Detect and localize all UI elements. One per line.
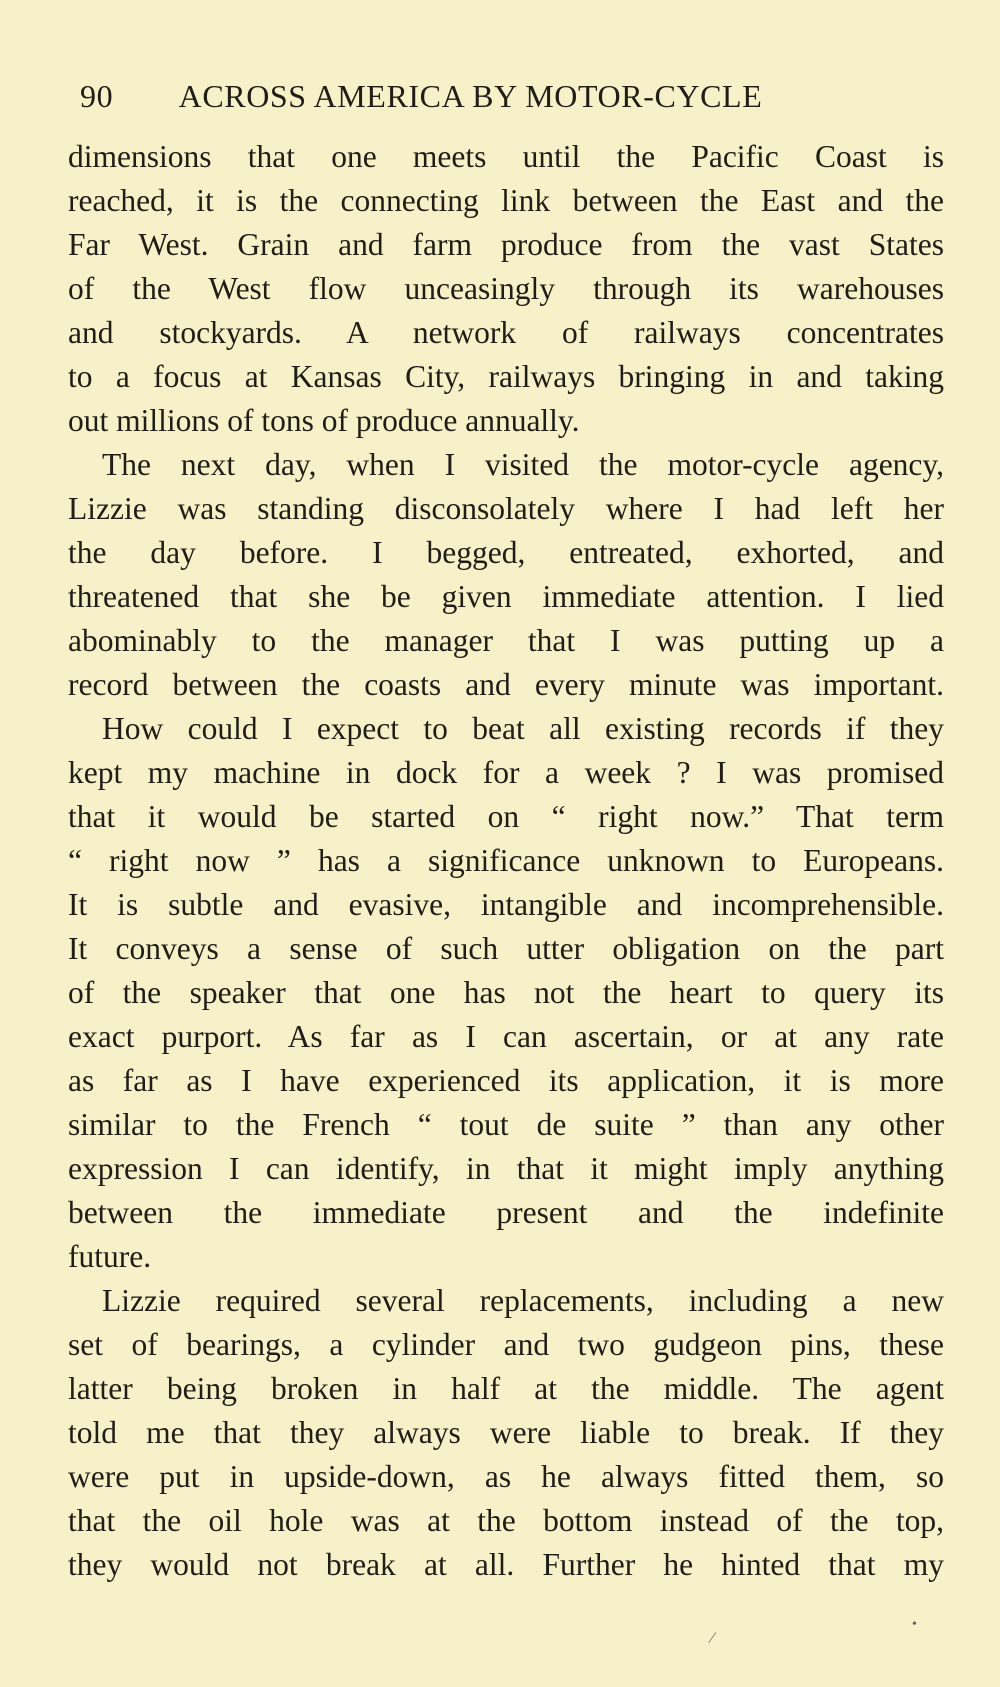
text-line: “ right now ” has a significance unknown to Europeans. <box>68 843 944 878</box>
text-line: they would not break at all. Further he hinted that my <box>68 1547 944 1582</box>
text-line: similar to the French “ tout de suite ” than any other <box>68 1107 944 1142</box>
text-line: reached, it is the connecting link between the East and the <box>68 183 944 218</box>
paragraph-1 <box>68 135 944 443</box>
text-line: Far West. Grain and farm produce from the vast States <box>68 227 944 262</box>
text-line: Lizzie required several replacements, including a new <box>102 1283 944 1318</box>
text-line: that it would be started on “ right now.” That term <box>68 799 944 834</box>
text-line: The next day, when I visited the motor-cycle agency, <box>102 447 944 482</box>
book-title: ACROSS AMERICA BY MOTOR-CYCLE <box>178 78 763 114</box>
text-line: between the immediate present and the indefinite <box>68 1195 944 1230</box>
text-line: latter being broken in half at the middle. The agent <box>68 1371 944 1406</box>
text-line: of the West flow unceasingly through its warehouses <box>68 271 944 306</box>
body-text <box>68 135 944 1587</box>
text-line: as far as I have experienced its application, it is more <box>68 1063 944 1098</box>
paragraph-2 <box>68 443 944 1279</box>
text-line: to a focus at Kansas City, railways bringing in and taking <box>68 359 944 394</box>
text-line: out millions of tons of produce annually. <box>68 403 580 438</box>
text-line: future. <box>68 1239 152 1274</box>
text-line: abominably to the manager that I was putting up a <box>68 623 944 658</box>
text-line: expression I can identify, in that it might imply anything <box>68 1151 944 1186</box>
text-line: Lizzie was standing disconsolately where I had left her <box>68 491 944 526</box>
print-speck: | <box>706 1630 718 1645</box>
text-line: kept my machine in dock for a week ? I was promised <box>68 755 944 790</box>
text-line: and stockyards. A network of railways concentrates <box>68 315 944 350</box>
paragraph-3 <box>68 1279 944 1587</box>
text-line: were put in upside-down, as he always fitted them, so <box>68 1459 944 1494</box>
text-line: It is subtle and evasive, intangible and incomprehensible. <box>68 887 944 922</box>
print-speck: • <box>912 1617 917 1632</box>
text-line: dimensions that one meets until the Pacific Coast is <box>68 139 944 174</box>
page-number: 90 <box>80 78 114 114</box>
text-line: the day before. I begged, entreated, exhorted, and <box>68 535 944 570</box>
text-line: that the oil hole was at the bottom instead of the top, <box>68 1503 944 1538</box>
text-line: of the speaker that one has not the heart to query its <box>68 975 944 1010</box>
text-line: exact purport. As far as I can ascertain, or at any rate <box>68 1019 944 1054</box>
text-line: record between the coasts and every minute was important. <box>68 667 944 702</box>
text-line: set of bearings, a cylinder and two gudgeon pins, these <box>68 1327 944 1362</box>
text-line: threatened that she be given immediate attention. I lied <box>68 579 944 614</box>
running-head <box>80 70 860 122</box>
text-line: How could I expect to beat all existing records if they <box>102 711 944 746</box>
text-line: told me that they always were liable to break. If they <box>68 1415 944 1450</box>
text-line: It conveys a sense of such utter obligation on the part <box>68 931 944 966</box>
